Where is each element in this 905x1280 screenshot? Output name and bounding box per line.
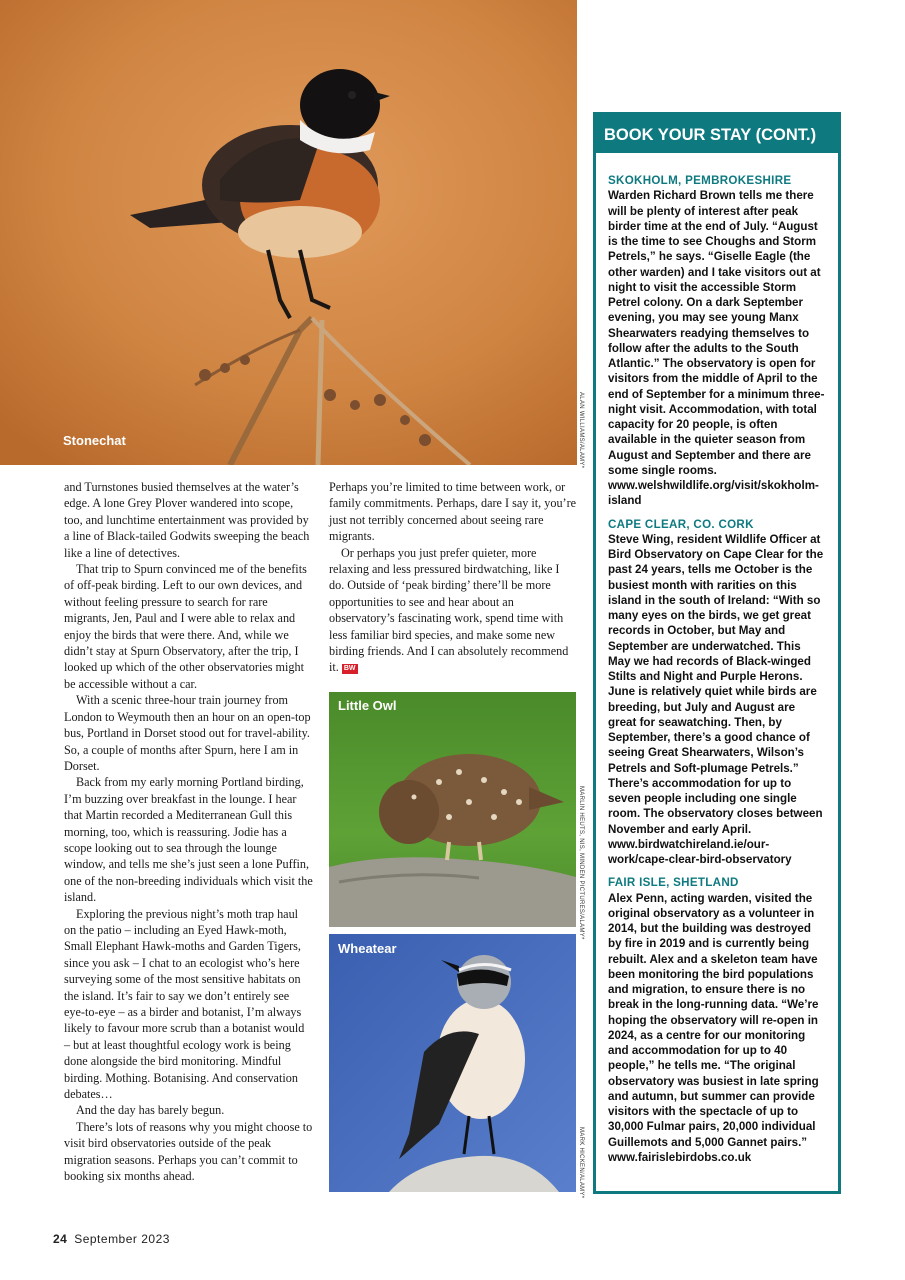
section-body: Steve Wing, resident Wildlife Officer at Bird Observatory on Cape Clear for the past 24 years, tells me October is the busiest month with rarities on this island in the south of Ireland: “With so many eyes on the birds, we get great records in October, but May and September are underwatched. This May we had records of Black-winged Stilts and Night and Purple Herons. June is relatively quiet while birds are breeding, but July and August are great for seawatching. Then, by September, there’s a good chance of seeing Great Shearwaters, Wilson’s Petrels and Soft-plumage Petrels.” There’s accommodation for up to seven people including one single room. The observatory closes between November and early April. [608,532,824,836]
sidebar-section-skokholm [608,173,826,509]
sidebar-section-cape-clear [608,517,826,868]
section-heading: SKOKHOLM, PEMBROKESHIRE [608,174,792,187]
paragraph [329,545,577,676]
section-body: Warden Richard Brown tells me there will be plenty of interest after peak birder time at the end of July. “August is the time to see Choughs and Storm Petrels,” he says. “Giselle Eagle (the other warden) and I take visitors out at night to visit the accessible Storm Petrel colony. On a dark September evening, you may see young Manx Shearwaters readying themselves to follow after the adults to the South Atlantic.” The observatory is open for visitors from the middle of April to the end of September for a minimum three-night visit. Accommodation, with total capacity for 20 people, is often available in the quieter season from August and September and there are some single rooms. [608,189,825,477]
section-link[interactable]: www.welshwildlife.org/visit/skokholm-island [608,479,819,508]
section-heading: FAIR ISLE, SHETLAND [608,876,739,890]
paragraph: That trip to Spurn convinced me of the benefits of off-peak birding. Left to our own devices, and without feeling pressure to search for rare migrants, Jen, Paul and I were able to relax and enjoy the birds that were there. And, while we didn’t stay at Spurn Observatory, after the trip, I looked up which of the other observatories might be accessible without a car. [64,562,307,691]
section-text [608,188,826,508]
wheatear-photo [329,934,576,1192]
paragraph-text: Or perhaps you just prefer quieter, more relaxing and less pressured birdwatching, like I do. Outside of ‘peak birding’ there’ll be more opportunities to see and hear about an observatory’s fascinating work, spend time with less familiar bird species, and make some new birding friends. And I can absolutely recommend it. [329,545,569,675]
stonechat-credit: ALAN WILLIAMS/ALAMY* [578,392,584,469]
little-owl-credit: MARLIN HEUTS, NIS, MINDEN PICTURES/ALAMY* [578,786,584,940]
little-owl-photo [329,692,576,927]
paragraph: With a scenic three-hour train journey from London to Weymouth then an hour on an open-top bus, Portland in Dorset stood out for travel-ability. So, a couple of months after Spurn, here I am in Dorset. [64,693,311,773]
page-number: 24 [53,1232,68,1246]
book-your-stay-sidebar [593,112,841,1194]
article-column-1 [64,479,313,1184]
little-owl-caption: Little Owl [338,698,397,713]
end-mark-logo: BW [343,665,356,673]
section-link[interactable]: www.birdwatchireland.ie/our-work/cape-clear-bird-observatory [608,837,792,866]
sidebar-title: BOOK YOUR STAY (CONT.) [596,115,838,153]
section-heading: CAPE CLEAR, CO. CORK [608,517,754,531]
sidebar-body [596,153,838,1165]
paragraph: There’s lots of reasons why you might choose to visit bird observatories outside of the peak migration seasons. Perhaps you can’t commit to booking six months ahead. [64,1119,313,1184]
paragraph: Exploring the previous night’s moth trap haul on the patio – including an Eyed Hawk-moth, Small Elephant Hawk-moths and Garden Tigers, since you ask – I chat to an ecologist who’s here surveying some of the most sensitive habitats on the island. It’s fair to say we don’t entirely see eye-to-eye – as a birder and botanist, I’m always likely to favour more scrub than a botanist would – but at least thoughtful ecology work is being done alongside the bird monitoring. Mindful birding. Mothing. Botanising. And conservation debates… [64,906,305,1102]
page-footer [53,1232,170,1246]
stonechat-photo [0,0,577,465]
article-column-2 [329,479,577,676]
wheatear-caption: Wheatear [338,941,397,956]
wheatear-credit: MARK HICKEN/ALAMY* [578,1127,584,1199]
stonechat-caption: Stonechat [63,433,126,448]
section-body: Alex Penn, acting warden, visited the original observatory as a volunteer in 2014, but the building was destroyed by fire in 2019 and is currently being rebuilt. Alex and a skeleton team have been monitoring the bird populations and migration, to ensure there is no break in the long-running data. “We’re hoping the observatory will re-open in 2024, as a centre for our monitoring and accommodation for up to 40 people,” he tells me. “The original observatory was busiest in late spring and autumn, but summer can provide visitors with the spectacle of up to 30,000 Fulmar pairs, 20,000 individual Guillemots and 5,000 Gannet pairs.” [608,891,819,1149]
section-text [608,891,826,1166]
paragraph: Back from my early morning Portland birding, I’m buzzing over breakfast in the lounge. I hear that Martin recorded a Mediterranean Gull this morning, too, which is reassuring. Jodie has a scope looking out to sea through the lounge window, and tells me she’s just seen a lone Puffin, one of the non-breeding individuals which visit the island. [64,775,313,905]
paragraph: And the day has barely begun. [76,1103,225,1118]
section-text [608,532,826,868]
sidebar-section-fair-isle [608,875,826,1165]
paragraph: and Turnstones busied themselves at the water’s edge. A lone Grey Plover wandered into scope, too, and lunchtime entertainment was provided by a line of Black-tailed Godwits sweeping the beach like a line of detectives. [64,480,310,560]
section-link[interactable]: www.fairislebirdobs.co.uk [608,1150,752,1164]
issue-date: September 2023 [74,1232,170,1246]
paragraph: Perhaps you’re limited to time between work, or family commitments. Perhaps, dare I say it, you’re just not terribly concerned about seeing rare migrants. [329,480,577,544]
